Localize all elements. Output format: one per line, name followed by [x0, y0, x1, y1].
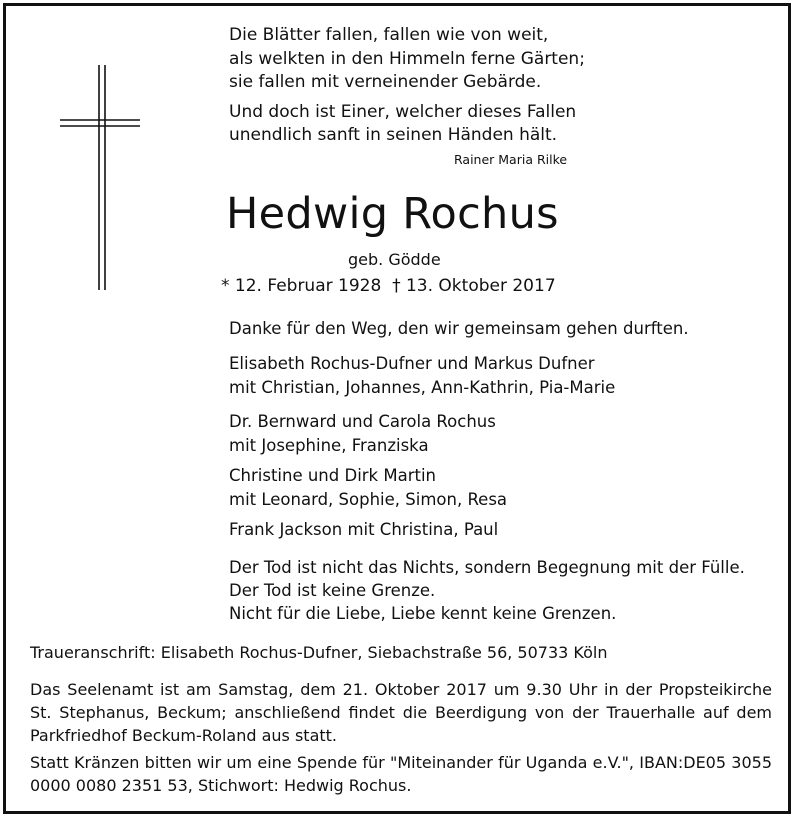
family-line: Christine und Dirk Martin [229, 466, 436, 485]
family-line: mit Josephine, Franziska [229, 435, 429, 455]
poem [229, 24, 585, 148]
donation-info: Statt Kränzen bitten wir um eine Spende für "Miteinander für Uganda e.V.", IBAN:DE05 3055 0000 0080 2351 53, Stichwort: Hedwig Rochus. [30, 753, 772, 795]
quote-line: Der Tod ist keine Grenze. [229, 581, 436, 600]
poem-line: sie fallen mit verneinender Gebärde. [229, 72, 542, 92]
quote-line: Nicht für die Liebe, Liebe kennt keine Grenzen. [229, 604, 617, 623]
poem-line: Die Blätter fallen, fallen wie von weit, [229, 25, 549, 45]
poem-line: als welkten in den Himmeln ferne Gärten; [229, 48, 585, 69]
family-line: mit Leonard, Sophie, Simon, Resa [229, 489, 508, 509]
poem-line: Und doch ist Einer, welcher dieses Fallen [229, 101, 577, 122]
family-line: Dr. Bernward und Carola Rochus [229, 412, 496, 431]
closing-quote [229, 556, 745, 625]
poem-author: Rainer Maria Rilke [454, 152, 568, 167]
birth-name: geb. Gödde [348, 250, 441, 269]
family-line: Frank Jackson mit Christina, Paul [229, 520, 499, 539]
family-line: Elisabeth Rochus-Dufner und Markus Dufner [229, 354, 595, 373]
family-line: mit Christian, Johannes, Ann-Kathrin, Pia-Marie [229, 377, 616, 397]
poem-stanza-2 [229, 101, 585, 148]
funeral-info: Das Seelenamt ist am Samstag, dem 21. Oktober 2017 um 9.30 Uhr in der Propsteikirche St. Stephanus, Beckum; anschließend findet die Beerdigung von der Trauerhalle auf dem Parkfriedhof Beckum-Roland aus statt. [30, 680, 772, 745]
family-group [229, 352, 615, 399]
deceased-name: Hedwig Rochus [226, 189, 559, 239]
poem-stanza-1 [229, 24, 585, 95]
family-group [229, 464, 507, 511]
family-group [229, 518, 498, 542]
family-group [229, 410, 496, 457]
thanks-line: Danke für den Weg, den wir gemeinsam gehen durften. [229, 319, 689, 338]
poem-line: unendlich sanft in seinen Händen hält. [229, 125, 558, 145]
quote-line: Der Tod ist nicht das Nichts, sondern Begegnung mit der Fülle. [229, 558, 745, 577]
mourning-address: Traueranschrift: Elisabeth Rochus-Dufner, Siebachstraße 56, 50733 Köln [30, 643, 608, 662]
cross-icon [60, 65, 140, 290]
life-dates: * 12. Februar 1928 † 13. Oktober 2017 [221, 276, 556, 296]
